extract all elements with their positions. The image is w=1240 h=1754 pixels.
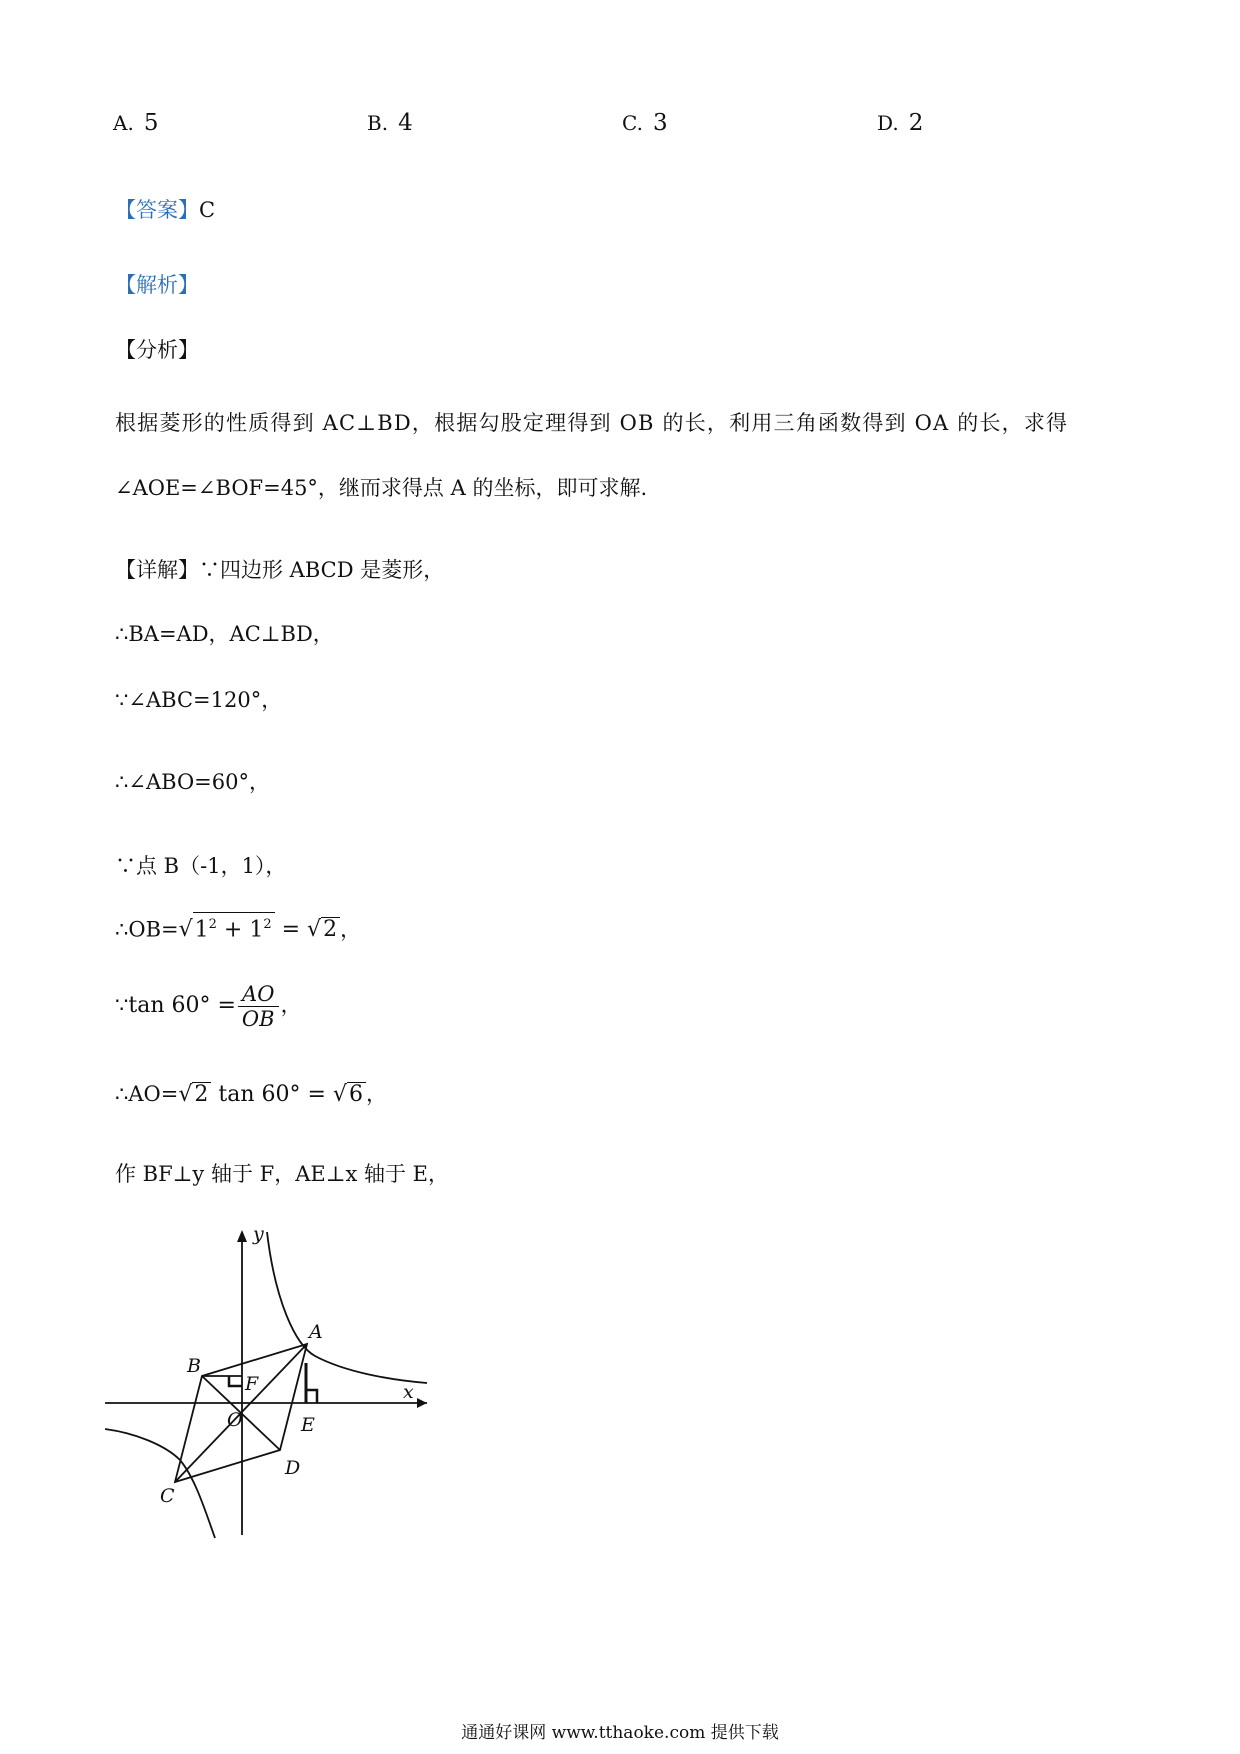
right-angle-mark-f [229,1376,242,1386]
answer-label: 【答案】 [115,198,199,222]
label-o: O [227,1409,243,1431]
label-b: B [187,1355,201,1377]
option-letter: D. [877,111,899,135]
hyperbola-branch-lower [105,1429,215,1538]
detail-line [115,556,444,584]
step-6: $\therefore OB=√1^2 + 1^2 = √2$ ， [115,912,361,944]
fraction-numerator: AO [238,982,279,1007]
step-4: ∴∠ABO=60°， [115,770,270,794]
analysis-label: 【解析】 [115,273,199,297]
tan-expression: tan 60° = [128,993,236,1018]
x-axis-arrow-icon [417,1398,427,1408]
step-6-prefix: ∴OB= [115,917,179,942]
option-b [367,110,413,136]
step-7-suffix: ， [280,993,302,1017]
plus-sign: + [216,917,250,943]
answer-line [115,196,215,224]
fraction [238,982,279,1031]
answer-value: C [199,198,216,222]
step-8-prefix: ∴AO= [115,1082,179,1106]
step-8-mid: tan 60° = [211,1082,333,1107]
option-letter: C. [622,111,643,135]
label-x: x [403,1381,414,1403]
result-radicand: 2 [321,917,340,942]
label-d: D [285,1457,301,1479]
option-letter: A. [113,111,134,135]
option-c [622,110,668,136]
step-8: ∴AO=√2 tan 60° = √6 ， [115,1082,387,1107]
step-8-suffix: ， [365,1082,387,1106]
option-value: 2 [908,110,924,136]
rhombus-hyperbola-figure [105,1220,435,1550]
fenxi-label: 【分析】 [115,338,199,362]
label-c: C [160,1485,175,1507]
page-footer: 通通好课网 www.tthaoke.com 提供下载 [461,1723,779,1743]
label-y: y [253,1223,264,1245]
detail-label: 【详解】 [115,558,199,582]
step-7 [115,982,302,1031]
fenxi-line-2: ∠AOE=∠BOF=45°，继而求得点 A 的坐标，即可求解. [115,476,648,500]
y-axis-arrow-icon [237,1230,247,1242]
radicand-a: 1 [194,917,209,943]
fraction-denominator: OB [241,1007,275,1031]
option-value: 3 [652,110,668,136]
exponent-a: 2 [208,917,217,932]
option-a [113,110,158,136]
exponent-b: 2 [263,917,272,932]
step-9: 作 BF⊥y 轴于 F，AE⊥x 轴于 E， [115,1162,449,1186]
step-7-prefix: ∵ [115,993,129,1017]
equals-sign: = [274,917,308,943]
radicand-b: 1 [249,917,264,943]
step-2: ∴BA=AD，AC⊥BD， [115,622,334,646]
label-a: A [309,1321,323,1343]
radicand-1: 2 [192,1082,211,1107]
option-d [877,110,923,136]
option-letter: B. [367,111,389,135]
label-e: E [301,1414,315,1436]
label-f: F [245,1373,259,1395]
radicand-2: 6 [347,1082,366,1107]
step-5: ∵点 B（-1，1）， [115,854,287,878]
option-value: 5 [143,110,159,136]
right-angle-mark-e [306,1390,317,1403]
step-6-suffix: ， [340,917,362,942]
fenxi-line-1: 根据菱形的性质得到 AC⊥BD，根据勾股定理得到 OB 的长，利用三角函数得到 OA 的长，求得 [115,411,1069,435]
step-3: ∵∠ABC=120°， [115,688,283,712]
option-value: 4 [398,110,413,136]
step-1: ∵四边形 ABCD 是菱形， [199,558,445,582]
